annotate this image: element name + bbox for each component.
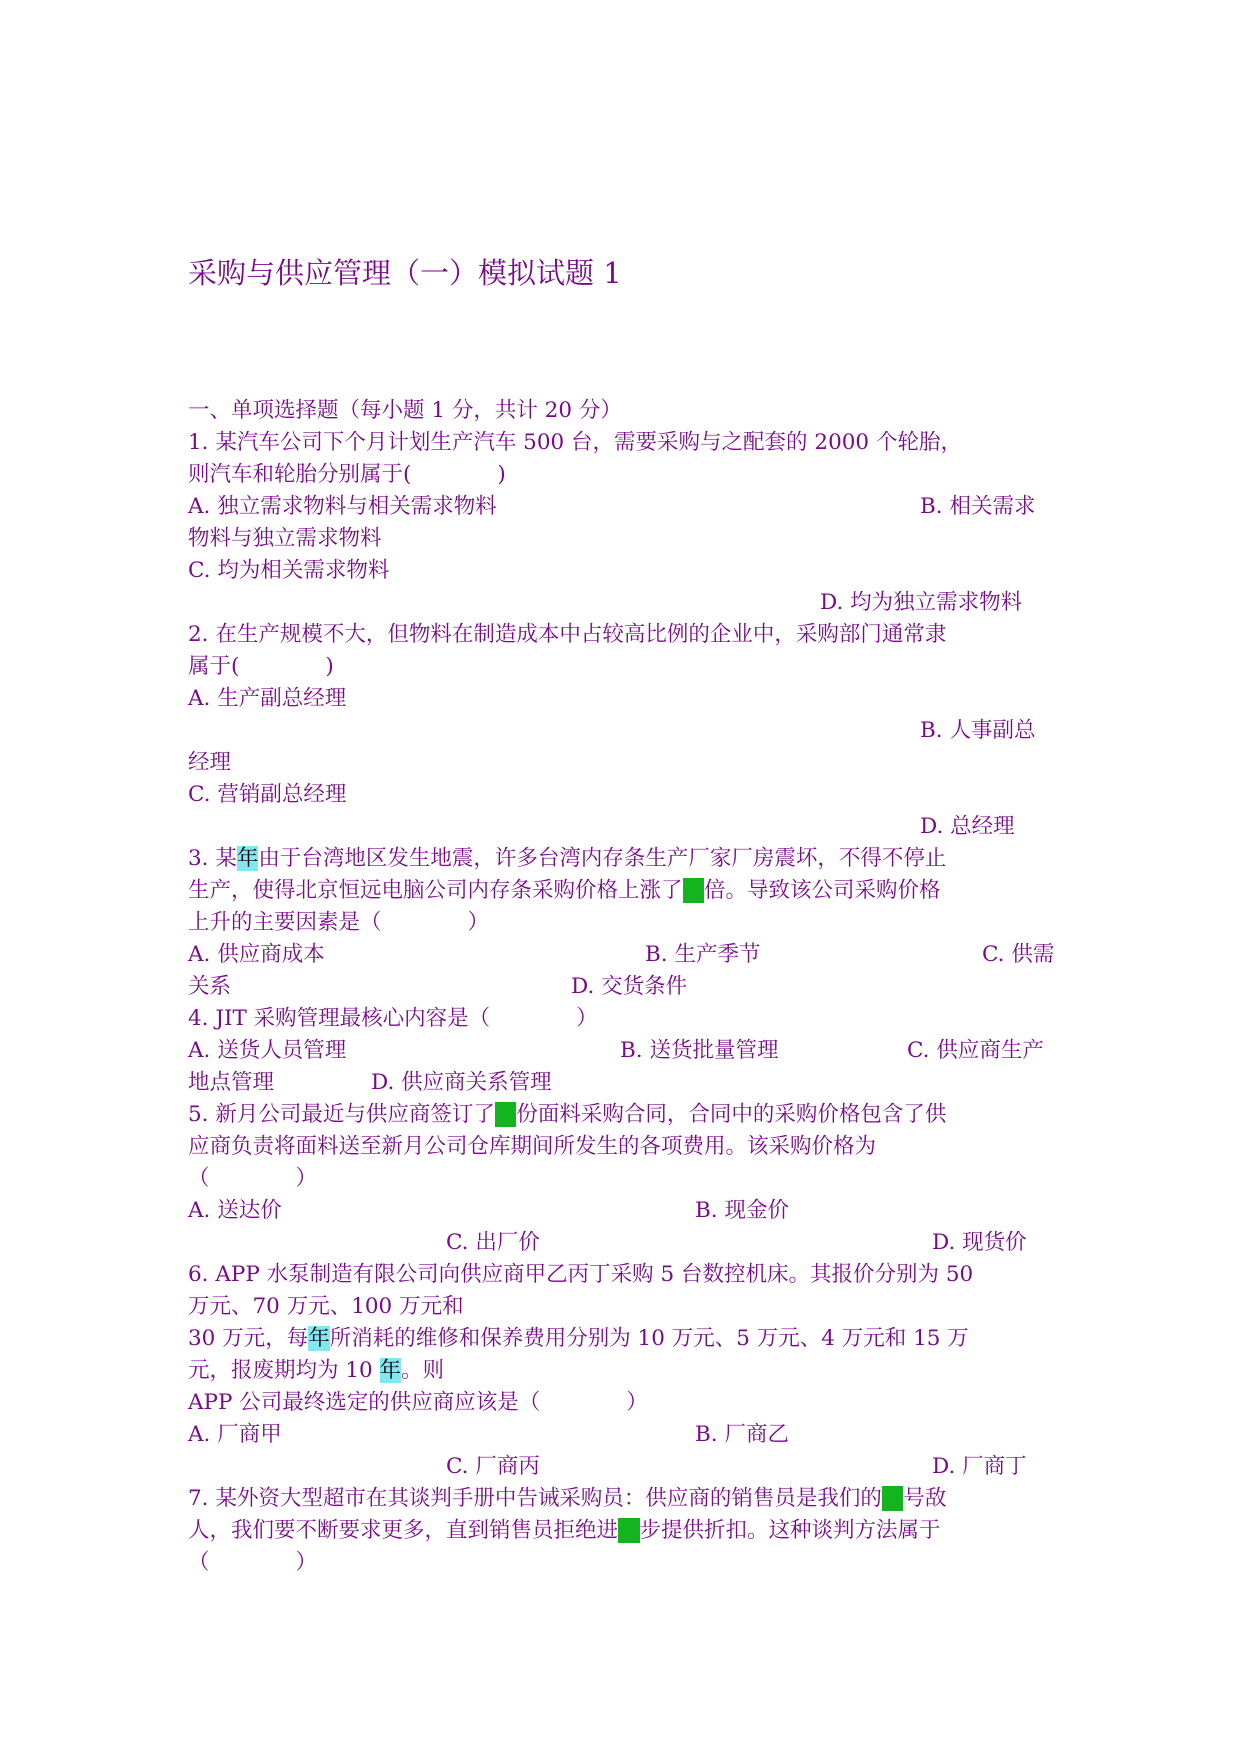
question-line: 生产，使得北京恒远电脑公司内存条采购价格上涨了一倍。导致该公司采购价格 bbox=[188, 878, 941, 903]
option-d: D. 总经理 bbox=[920, 814, 1015, 839]
question-line: APP 公司最终选定的供应商应该是（ ） bbox=[188, 1390, 648, 1415]
question-line: 4. JIT 采购管理最核心内容是（ ） bbox=[188, 1006, 598, 1031]
option-c: C. 均为相关需求物料 bbox=[188, 558, 390, 583]
question-line: 属于( ) bbox=[188, 654, 334, 679]
option-b: B. 现金价 bbox=[695, 1198, 789, 1223]
question-line: 2. 在生产规模不大，但物料在制造成本中占较高比例的企业中，采购部门通常隶 bbox=[188, 622, 947, 647]
option-b: B. 相关需求 bbox=[920, 494, 1036, 519]
option-d: D. 现货价 bbox=[932, 1230, 1027, 1255]
option-a: A. 厂商甲 bbox=[188, 1422, 282, 1447]
option-a: A. 供应商成本 bbox=[188, 942, 325, 967]
question-line: 5. 新月公司最近与供应商签订了一份面料采购合同，合同中的采购价格包含了供 bbox=[188, 1102, 947, 1127]
option-d: D. 均为独立需求物料 bbox=[820, 590, 1023, 615]
highlight: 一 bbox=[682, 878, 705, 903]
highlight: 一 bbox=[494, 1102, 517, 1127]
question-line: 上升的主要因素是（ ） bbox=[188, 910, 490, 935]
option-d: D. 交货条件 bbox=[571, 974, 688, 999]
highlight: 一 bbox=[881, 1486, 904, 1511]
highlight: 年 bbox=[379, 1358, 402, 1383]
question-line: （ ） bbox=[188, 1166, 318, 1191]
highlight: 年 bbox=[236, 846, 259, 871]
option-b: B. 人事副总 bbox=[920, 718, 1036, 743]
question-line: 人，我们要不断要求更多，直到销售员拒绝进一步提供折扣。这种谈判方法属于 bbox=[188, 1518, 941, 1543]
option-d: D. 厂商丁 bbox=[932, 1454, 1027, 1479]
option-c: C. 出厂价 bbox=[446, 1230, 540, 1255]
question-line: 万元、70 万元、100 万元和 bbox=[188, 1294, 464, 1319]
option-a: A. 送货人员管理 bbox=[188, 1038, 347, 1063]
option-line: 经理 bbox=[188, 750, 232, 775]
option-a: A. 生产副总经理 bbox=[188, 686, 347, 711]
question-line: 则汽车和轮胎分别属于( ) bbox=[188, 462, 506, 487]
question-line: 6. APP 水泵制造有限公司向供应商甲乙丙丁采购 5 台数控机床。其报价分别为 50 bbox=[188, 1262, 974, 1287]
option-line: 物料与独立需求物料 bbox=[188, 526, 382, 551]
option-line: 关系 bbox=[188, 974, 232, 999]
question-line: （ ） bbox=[188, 1550, 318, 1575]
option-b: B. 厂商乙 bbox=[695, 1422, 789, 1447]
option-c: C. 供需 bbox=[982, 942, 1055, 967]
option-c: C. 供应商生产 bbox=[907, 1038, 1044, 1063]
document-title: 采购与供应管理（一）模拟试题 1 bbox=[188, 256, 622, 290]
highlight: 一 bbox=[618, 1518, 640, 1543]
question-line: 3. 某年由于台湾地区发生地震，许多台湾内存条生产厂家厂房震坏，不得不停止 bbox=[188, 846, 947, 871]
option-d: D. 供应商关系管理 bbox=[371, 1070, 552, 1095]
option-a: A. 独立需求物料与相关需求物料 bbox=[188, 494, 497, 519]
question-line: 1. 某汽车公司下个月计划生产汽车 500 台，需要采购与之配套的 2000 个轮胎， bbox=[188, 430, 962, 455]
option-c: C. 厂商丙 bbox=[446, 1454, 540, 1479]
option-line: 地点管理 bbox=[188, 1070, 275, 1095]
question-line: 应商负责将面料送至新月公司仓库期间所发生的各项费用。该采购价格为 bbox=[188, 1134, 877, 1159]
question-line: 7. 某外资大型超市在其谈判手册中告诫采购员：供应商的销售员是我们的一号敌 bbox=[188, 1486, 947, 1511]
option-b: B. 生产季节 bbox=[645, 942, 761, 967]
question-line: 30 万元，每年所消耗的维修和保养费用分别为 10 万元、5 万元、4 万元和 15 万 bbox=[188, 1326, 969, 1351]
question-line: 元，报废期均为 10 年。则 bbox=[188, 1358, 445, 1383]
highlight: 年 bbox=[308, 1326, 330, 1351]
option-a: A. 送达价 bbox=[188, 1198, 282, 1223]
option-b: B. 送货批量管理 bbox=[620, 1038, 779, 1063]
option-c: C. 营销副总经理 bbox=[188, 782, 347, 807]
section-heading: 一、单项选择题（每小题 1 分，共计 20 分） bbox=[188, 398, 622, 423]
